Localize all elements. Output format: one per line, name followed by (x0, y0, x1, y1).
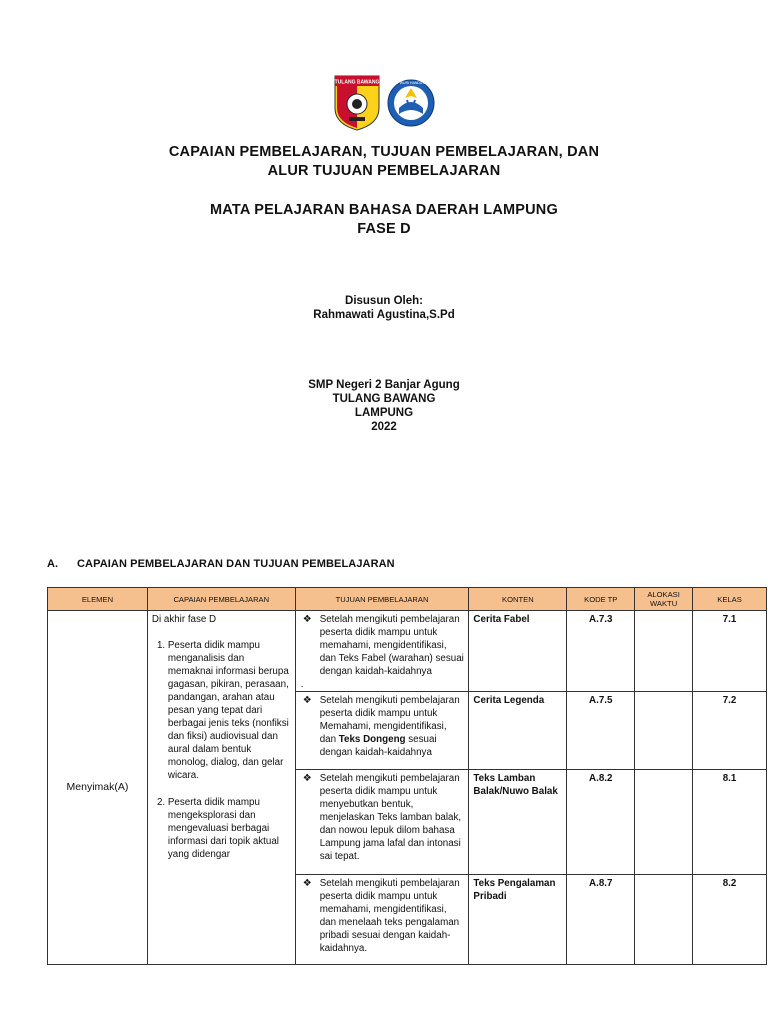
subtitle-line-1: MATA PELAJARAN BAHASA DAERAH LAMPUNG (210, 202, 558, 218)
cp-lead: Di akhir fase D (151, 614, 217, 625)
svg-text:TULANG BAWANG: TULANG BAWANG (334, 79, 380, 86)
title-line-1: CAPAIAN PEMBELAJARAN, TUJUAN PEMBELAJARAN, DAN (168, 144, 600, 160)
kode-tp-cell: A.7.3 (567, 611, 635, 692)
document-title (0, 143, 768, 181)
tujuan-cell (295, 692, 469, 770)
list-item: 1. Peserta didik mampu menganalisis dan memaknai informasi berupa gagasan, pikiran, perasaan, pandangan, arahan atau pesan yang tepat dari berbagai jenis teks (nonfiksi dan fiksi) audiovisual dan aural dalam bentuk monolog, dialog, dan gelar wicara. (168, 639, 291, 782)
kode-tp-cell: A.8.7 (567, 875, 635, 965)
document-subtitle (0, 201, 768, 239)
author-label: Disusun Oleh: (345, 295, 423, 307)
diamond-bullet-icon: ❖ (302, 614, 312, 625)
school-block (0, 378, 768, 434)
cp-list (152, 639, 291, 861)
alokasi-cell (635, 875, 693, 965)
logo-group (0, 74, 768, 132)
konten-cell: Cerita Legenda (469, 692, 567, 770)
tujuan-cell (295, 770, 469, 875)
alokasi-cell (635, 611, 693, 692)
cp-tp-table (47, 587, 767, 965)
tujuan-cell (295, 875, 469, 965)
kelas-cell: 7.1 (693, 611, 767, 692)
header-tujuan: TUJUAN PEMBELAJARAN (295, 588, 469, 611)
alokasi-cell (635, 770, 693, 875)
capaian-cell (147, 611, 295, 965)
school-name: SMP Negeri 2 Banjar Agung (308, 379, 460, 391)
diamond-bullet-icon: ❖ (302, 695, 312, 706)
konten-cell: Teks Pengalaman Pribadi (469, 875, 567, 965)
kelas-cell: 7.2 (693, 692, 767, 770)
tp-item: ❖ Setelah mengikuti pembelajaran peserta didik mampu untuk memahami, mengidentifikasi, dan menelaah teks pengalaman pribadi sesuai dengan kaidah-kaidahnya. (302, 878, 460, 954)
subtitle-line-2: FASE D (357, 221, 411, 237)
tulang-bawang-emblem-icon (333, 74, 381, 132)
tp-item: ❖ Setelah mengikuti pembelajaran peserta didik mampu untuk memahami, mengidentifikasi, dan Teks Fabel (warahan) sesuai dengan kaidah-kaidahnya (302, 614, 464, 677)
title-line-2: ALUR TUJUAN PEMBELAJARAN (267, 163, 501, 179)
header-capaian: CAPAIAN PEMBELAJARAN (147, 588, 295, 611)
diamond-bullet-icon: ❖ (302, 773, 312, 784)
tp-tail: . (300, 679, 304, 690)
year: 2022 (371, 421, 397, 433)
table-header-row (48, 588, 767, 611)
section-heading (47, 558, 395, 570)
elemen-cell: Menyimak(A) (48, 611, 148, 965)
diamond-bullet-icon: ❖ (302, 878, 312, 889)
regency-name: TULANG BAWANG (332, 393, 436, 405)
section-number: A. (47, 558, 59, 570)
author-name: Rahmawati Agustina,S.Pd (313, 309, 455, 321)
svg-text:TUT WURI HANDAYANI: TUT WURI HANDAYANI (392, 81, 430, 85)
tp-item: ❖ Setelah mengikuti pembelajaran peserta didik mampu untuk menyebutkan bentuk, menjelaskan Teks lamban balak, dan nowou lepuk dilom bahasa Lampung jama lafal dan intonasi sai tepat. (302, 773, 462, 862)
tut-wuri-handayani-emblem-icon (387, 74, 435, 132)
kelas-cell: 8.2 (693, 875, 767, 965)
tujuan-cell (295, 611, 469, 692)
konten-cell: Teks Lamban Balak/Nuwo Balak (469, 770, 567, 875)
province-name: LAMPUNG (354, 407, 414, 419)
kelas-cell: 8.1 (693, 770, 767, 875)
author-block (0, 294, 768, 322)
kode-tp-cell: A.7.5 (567, 692, 635, 770)
header-alokasi-waktu: ALOKASI WAKTU (635, 588, 693, 611)
alokasi-cell (635, 692, 693, 770)
header-kelas: KELAS (693, 588, 767, 611)
header-konten: KONTEN (469, 588, 567, 611)
konten-cell: Cerita Fabel (469, 611, 567, 692)
section-title: CAPAIAN PEMBELAJARAN DAN TUJUAN PEMBELAJARAN (77, 558, 395, 570)
table-row (48, 611, 767, 692)
kode-tp-cell: A.8.2 (567, 770, 635, 875)
header-elemen: ELEMEN (48, 588, 148, 611)
tp-item: ❖ Setelah mengikuti pembelajaran peserta didik mampu untuk Memahami, mengidentifikasi, dan Teks Dongeng sesuai dengan kaidah-kaidahnya (302, 695, 460, 758)
list-item: 2. Peserta didik mampu mengeksplorasi dan mengevaluasi berbagai informasi dari topik aktual yang didengar (168, 796, 291, 861)
header-kode-tp: KODE TP (567, 588, 635, 611)
